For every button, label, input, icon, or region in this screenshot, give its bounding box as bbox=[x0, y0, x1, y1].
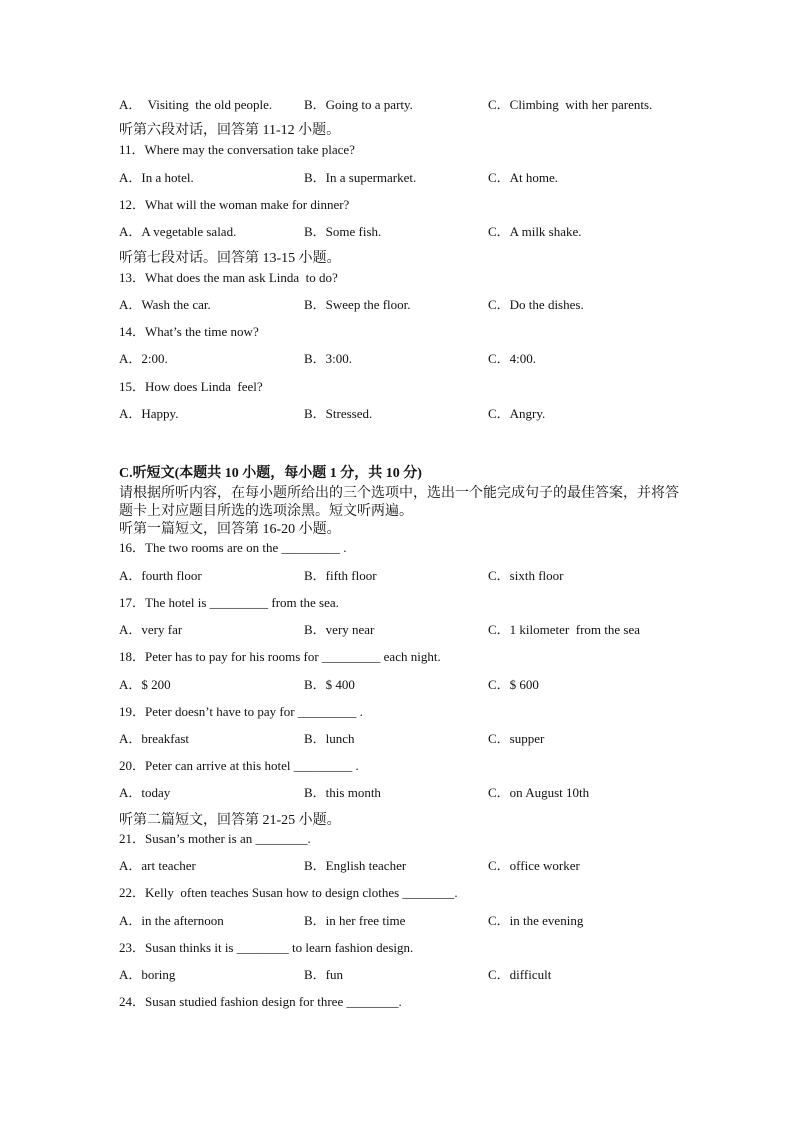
question-16-stem: 16．The two rooms are on the _________ . bbox=[119, 540, 347, 555]
question-11-stem: 11．Where may the conversation take place? bbox=[119, 142, 355, 157]
option-b: B．Some fish. bbox=[304, 224, 382, 239]
option-b: B．fifth floor bbox=[304, 568, 377, 583]
q12-options bbox=[0, 223, 794, 241]
option-b: B．in her free time bbox=[304, 913, 406, 928]
question-17-stem: 17．The hotel is _________ from the sea. bbox=[119, 595, 339, 610]
option-a: A．In a hotel. bbox=[119, 170, 194, 185]
option-c: C．Climbing with her parents. bbox=[488, 97, 653, 112]
option-c: C．1 kilometer from the sea bbox=[488, 622, 640, 637]
option-c: C．on August 10th bbox=[488, 785, 590, 800]
q10-options bbox=[0, 96, 794, 114]
option-a: A．fourth floor bbox=[119, 568, 202, 583]
option-c: C．Angry. bbox=[488, 406, 546, 421]
option-c: C．Do the dishes. bbox=[488, 297, 584, 312]
option-b: B．very near bbox=[304, 622, 375, 637]
q21-options bbox=[0, 857, 794, 875]
question-12-stem: 12．What will the woman make for dinner? bbox=[119, 197, 350, 212]
q13-options bbox=[0, 296, 794, 314]
option-b: B．3:00. bbox=[304, 351, 353, 366]
question-18-stem: 18．Peter has to pay for his rooms for _________ each night. bbox=[119, 649, 441, 664]
option-b: B．this month bbox=[304, 785, 381, 800]
option-b: B．English teacher bbox=[304, 858, 407, 873]
option-a: A．very far bbox=[119, 622, 183, 637]
option-a: A．A vegetable salad. bbox=[119, 224, 237, 239]
question-24-stem: 24．Susan studied fashion design for three ________. bbox=[119, 994, 402, 1009]
option-c: C．difficult bbox=[488, 967, 552, 982]
question-15-stem: 15．How does Linda feel? bbox=[119, 379, 263, 394]
option-a: A．Wash the car. bbox=[119, 297, 211, 312]
q18-options bbox=[0, 676, 794, 694]
q15-options bbox=[0, 405, 794, 423]
option-a: A．today bbox=[119, 785, 171, 800]
q19-options bbox=[0, 730, 794, 748]
option-c: C．At home. bbox=[488, 170, 559, 185]
option-c: C．$ 600 bbox=[488, 677, 539, 692]
option-c: C．supper bbox=[488, 731, 545, 746]
q20-options bbox=[0, 784, 794, 802]
option-b: B．Stressed. bbox=[304, 406, 373, 421]
option-a: A．Happy. bbox=[119, 406, 179, 421]
dialogue-6-instruction: 听第六段对话，回答第 11-12 小题。 bbox=[119, 123, 341, 138]
question-23-stem: 23．Susan thinks it is ________ to learn fashion design. bbox=[119, 940, 414, 955]
question-14-stem: 14．What’s the time now? bbox=[119, 324, 259, 339]
option-c: C．in the evening bbox=[488, 913, 584, 928]
question-22-stem: 22．Kelly often teaches Susan how to design clothes ________. bbox=[119, 885, 458, 900]
option-a: A．boring bbox=[119, 967, 176, 982]
q17-options bbox=[0, 621, 794, 639]
option-b: B．$ 400 bbox=[304, 677, 355, 692]
section-c-title: C.听短文(本题共 10 小题，每小题 1 分，共 10 分) bbox=[119, 466, 422, 481]
option-c: C．4:00. bbox=[488, 351, 537, 366]
option-a: A．2:00. bbox=[119, 351, 168, 366]
section-c-directions-line-2: 题卡上对应题目所选的选项涂黑。短文听两遍。 bbox=[119, 504, 413, 519]
option-b: B．In a supermarket. bbox=[304, 170, 417, 185]
q11-options bbox=[0, 169, 794, 187]
passage-1-instruction: 听第一篇短文，回答第 16-20 小题。 bbox=[119, 522, 341, 537]
question-19-stem: 19．Peter doesn’t have to pay for _________ . bbox=[119, 704, 363, 719]
dialogue-7-instruction: 听第七段对话。回答第 13-15 小题。 bbox=[119, 251, 341, 266]
option-b: B．Sweep the floor. bbox=[304, 297, 411, 312]
section-c-directions-line-1: 请根据所听内容，在每小题所给出的三个选项中，选出一个能完成句子的最佳答案，并将答 bbox=[119, 486, 679, 501]
option-b: B．Going to a party. bbox=[304, 97, 413, 112]
q14-options bbox=[0, 350, 794, 368]
option-c: C．sixth floor bbox=[488, 568, 564, 583]
option-b: B．fun bbox=[304, 967, 344, 982]
q16-options bbox=[0, 567, 794, 585]
q23-options bbox=[0, 966, 794, 984]
option-c: C．A milk shake. bbox=[488, 224, 582, 239]
q22-options bbox=[0, 912, 794, 930]
option-b: B．lunch bbox=[304, 731, 355, 746]
option-a: A．art teacher bbox=[119, 858, 196, 873]
question-21-stem: 21．Susan’s mother is an ________. bbox=[119, 831, 311, 846]
option-c: C．office worker bbox=[488, 858, 580, 873]
passage-2-instruction: 听第二篇短文，回答第 21-25 小题。 bbox=[119, 813, 341, 828]
question-13-stem: 13．What does the man ask Linda to do? bbox=[119, 270, 338, 285]
option-a: A．breakfast bbox=[119, 731, 190, 746]
option-a: A．$ 200 bbox=[119, 677, 171, 692]
option-a: A． Visiting the old people. bbox=[119, 97, 273, 112]
question-20-stem: 20．Peter can arrive at this hotel _________ . bbox=[119, 758, 359, 773]
option-a: A．in the afternoon bbox=[119, 913, 224, 928]
